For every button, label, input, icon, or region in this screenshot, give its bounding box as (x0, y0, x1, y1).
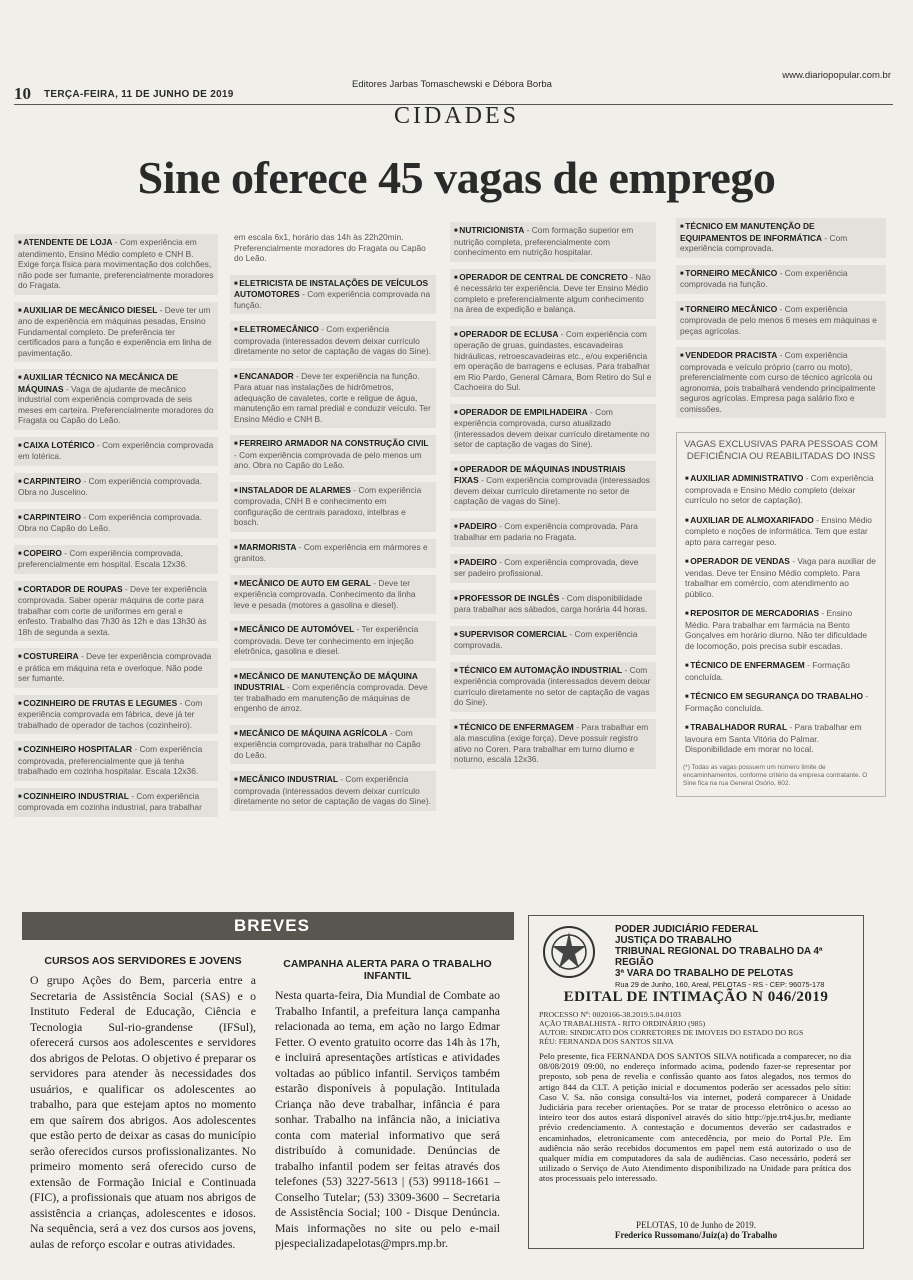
pcd-box-heading: VAGAS EXCLUSIVAS PARA PESSOAS COM DEFICIÊNCIA OU REABILITADAS DO INSS (684, 439, 878, 462)
job-description: - Com experiência comprovada (interessados devem deixar currículo diretamente no setor de captação de vagas do Sine). (234, 324, 431, 356)
job-title: ■ ATENDENTE DE LOJA (18, 237, 112, 247)
job-item (230, 368, 436, 429)
job-title: ■ MARMORISTA (234, 542, 296, 552)
job-item (14, 581, 218, 642)
edital-signature (529, 1220, 863, 1240)
edital-body: Pelo presente, fica FERNANDA DOS SANTOS SILVA notificada a comparecer, no dia 08/08/2019 09:00, no endereço informado acima, podendo fazer-se representar por preposto, sob pena de revelia e confissão quanto aos fatos alegados, nos termos do artigo 844 da CLT. A petição inicial e documentos poderão ser acessados pelo sítio: Caso V. Sa. não consiga consultá-los via internet, poderá comparecer à Unidade Judiciária para receber orientações. Por se tratar de processo eletrônico o acesso ao inteiro teor dos autos estará disponível através do sítio http://pje.trt4.jus.br, mediante prévio credenciamento. A contestação e documentos deverão ser cadastrados e encaminhados, eletronicamente com antecedência, por meio do Portal PJe. Em audiência não serão recebidos documentos em papel nem está autorizado o uso de qualquer mídia em computadores da sala de audiências. Caso necessário, poderá ser utilizado o Serviço de Auto Atendimento disponibilizado na Unidade para prática dos atos processuais pelo interessado. (539, 1051, 851, 1184)
job-item-continued (230, 229, 436, 268)
job-description: - Com experiência em atendimento, Ensino Médio completo e CNH B. Exige força física para movimentação dos colchões, não pode ser fumante, preferencialmente moradores do Fragata. (18, 237, 214, 290)
job-description: - Vaga de ajudante de mecânico industrial com experiência comprovada de seis meses em carteira. Preferencialmente moradores do Fragata ou Capão do Leão. (18, 383, 214, 425)
job-title: ■ TÉCNICO DE ENFERMAGEM (685, 660, 805, 670)
job-description: - Com experiência comprovada de pelo menos 6 meses em máquinas e peças agrícolas. (680, 303, 877, 336)
job-title: ■ MECÂNICO DE AUTOMÓVEL (234, 624, 354, 634)
headline: Sine oferece 45 vagas de emprego (137, 152, 776, 203)
job-title: ■ MECÂNICO DE AUTO EM GERAL (234, 578, 371, 588)
job-item (230, 321, 436, 361)
court-header (615, 924, 863, 990)
job-title: ■ COSTUREIRA (18, 651, 79, 661)
jobs-column-1 (14, 234, 218, 824)
job-description: - Com experiência comprovada. Obra no Capão do Leão. (18, 511, 203, 533)
job-item (230, 621, 436, 661)
job-description: - Com experiência comprovada de pelo menos um ano. Obra no Capão do Leão. (234, 449, 422, 470)
job-description: - Com experiência comprovada, preferencialmente que já tenha trabalhado em cozinha hospitalar. Escala 12x36. (18, 744, 203, 776)
job-title: ■ FERREIRO ARMADOR NA CONSTRUÇÃO CIVIL (234, 438, 429, 448)
court-address: Rua 29 de Junho, 160, Areal, PELOTAS - RS - CEP: 96075-178 (615, 980, 825, 989)
breve-campanha-text: Nesta quarta-feira, Dia Mundial de Combate ao Trabalho Infantil, a prefeitura lança campanha relacionada ao tema, em ação no largo Edmar Fetter. O evento gratuito ocorre das 14h às 17h, e incluirá apresentações artísticas e atividades voltadas ao público infantil. Serviços também estarão disponíveis à população. Intitulada Criança não deve trabalhar, infância é para sonhar. Trabalho na infância não, a iniciativa conta com material informativo que será distribuído à comunidade. Denúncias de trabalho infantil podem ser feitas através dos telefones (53) 3227-5613 | (53) 99118-1661 – Conselho Tutelar; (53) 3309-3600 – Secretaria de Assistência Social; 100 - Disque Denúncia. Mais informações no site ou pelo e-mail pjespecializadapelotas@mprs.mp.br. (275, 988, 500, 1250)
job-item (450, 518, 656, 547)
job-item (676, 265, 886, 294)
court-line: PODER JUDICIÁRIO FEDERAL (615, 924, 759, 935)
breve-cursos-text: O grupo Ações do Bem, parceria entre a Secretaria de Assistência Social (SAS) e o Instituto Federal de Educação, Ciência e Tecnologia Sul-rio-grandense (IFSul), oferecerá cursos aos adolescentes e servidores dos abrigos de Pelotas. O objetivo é preparar os servidores para atender às necessidades dos usuários, e qualificar os adolescentes ao trabalho, para que estejam aptos no momento em que saírem dos abrigos. Aos adolescentes que estão perto de deixar as casas do município serão oferecidos cursos profissionalizantes. No primeiro momento será oferecido curso de extensão de Formação Inicial e Continuada (FIC), a profissionais que atuam nos abrigos de assistência a crianças, adolescentes e idosos. Na sequência, será a vez dos cursos aos jovens, aulas de reforço escolar e outras atividades. (30, 973, 256, 1251)
job-item (676, 218, 886, 258)
job-item (450, 269, 656, 319)
job-description: - Com experiência comprovada. (454, 628, 638, 650)
job-description: - Deve ter experiência comprovada e prática em máquina reta e overloque. Não pode ser fumante. (18, 651, 212, 683)
job-description: - Ensino Médio. Para trabalhar em farmácia na Bento Gonçalves em horário diurno. Não ter dificuldade de locomoção, pois precisa subir escadas. (685, 608, 868, 651)
job-item (14, 788, 218, 817)
job-title: ■ TÉCNICO EM SEGURANÇA DO TRABALHO (685, 691, 863, 701)
job-item (14, 648, 218, 688)
coat-of-arms-icon (541, 924, 597, 980)
job-description: - Deve ter experiência na função. Para atuar nas instalações de hidrômetros, adequação de cavaletes, corte e religue de água, manutenção em ramal predial e conduzir veículo. Ter Ensino Médio e CNH B. (234, 370, 431, 424)
jobs-column-4 (676, 218, 886, 797)
job-description: - Com experiência comprovada. Obra no Juscelino. (18, 475, 203, 497)
job-title: ■ TÉCNICO EM AUTOMAÇÃO INDUSTRIAL (454, 665, 622, 675)
job-item (230, 482, 436, 532)
job-title: ■ NUTRICIONISTA (454, 225, 524, 235)
job-description: em escala 6x1, horário das 14h às 22h20min. Preferencialmente moradores do Fragata ou Capão do Leão. (234, 232, 426, 263)
job-description: - Com experiência com operação de gruas, guindastes, escavadeiras hidráulicas, retroescavadeiras etc., e/ou experiência em operação de barragens e eclusas. Para trabalhar em Rio Pardo, General Câmara, Bom Retiro do Sul e Cachoeira do Sul. (454, 328, 652, 392)
job-title: ■ COZINHEIRO HOSPITALAR (18, 744, 132, 754)
pcd-jobs-box (676, 432, 886, 797)
job-item (14, 369, 218, 430)
pcd-job-item (683, 691, 879, 713)
job-title: ■ TÉCNICO DE ENFERMAGEM (454, 722, 574, 732)
breve-cursos-title: CURSOS AOS SERVIDORES E JOVENS (44, 955, 242, 967)
job-title: ■ AUXILIAR TÉCNICO NA MECÂNICA DE MÁQUINAS (18, 372, 178, 394)
job-title: ■ ELETROMECÂNICO (234, 324, 319, 334)
job-title: ■ OPERADOR DE EMPILHADEIRA (454, 407, 588, 417)
job-title: ■ MECÂNICO DE MANUTENÇÃO DE MÁQUINA INDUSTRIAL (234, 671, 418, 693)
job-description: - Deve ter um ano de experiência em máquinas pesadas, Ensino Fundamental completo. De preferência ter certificados para a função e experiência em linha de pavimentação. (18, 304, 212, 358)
pcd-footnote: (*) Todas as vagas possuem um número limite de encaminhamentos, conforme critério da empresa contratante. O Sine fica na rua General Osório, 602. (683, 763, 868, 787)
job-title: ■ COPEIRO (18, 548, 62, 558)
job-item (450, 326, 656, 397)
pcd-job-item (683, 660, 879, 682)
job-item (450, 404, 656, 454)
job-item (450, 662, 656, 712)
job-title: ■ OPERADOR DE VENDAS (685, 556, 790, 566)
job-description: - Com experiência comprovada, preferencialmente em hospital. Escala 12x36. (18, 547, 188, 569)
job-title: ■ PADEIRO (454, 557, 497, 567)
job-title: ■ OPERADOR DE MÁQUINAS INDUSTRIAIS FIXAS (454, 464, 625, 486)
job-title: ■ TÉCNICO EM MANUTENÇÃO DE EQUIPAMENTOS DE INFORMÁTICA (680, 221, 822, 243)
job-item (450, 554, 656, 583)
job-item (14, 437, 218, 466)
breves-banner (22, 912, 514, 940)
job-description: - Com experiência comprovada, curso atualizado (interessados devem deixar currículo diretamente no setor de captação de vagas do Sine). (454, 406, 650, 449)
job-description: - Com formação superior em nutrição completa, preferencialmente com conhecimento em nutrição hospitalar. (454, 225, 634, 257)
job-description: - Com experiência em mármores e granitos. (234, 541, 428, 563)
job-title: ■ MECÂNICO DE MÁQUINA AGRÍCOLA (234, 728, 388, 738)
job-item (14, 695, 218, 735)
job-title: ■ AUXILIAR ADMINISTRATIVO (685, 473, 803, 483)
job-item (230, 539, 436, 568)
job-description: - Vaga para auxiliar de vendas. Deve ter Ensino Médio completo. Para trabalhar em comércio, com atendimento ao público. (685, 556, 876, 599)
place-date: PELOTAS, 10 de Junho de 2019. (635, 1220, 757, 1230)
reu-name: RÉU: FERNANDA DOS SANTOS SILVA (539, 1037, 674, 1046)
job-title: ■ CAIXA LOTÉRICO (18, 440, 95, 450)
job-item (450, 461, 656, 511)
acao-type: AÇÃO TRABALHISTA - RITO ORDINÁRIO (985) (539, 1019, 706, 1028)
job-description: - Ter experiência comprovada. Deve ter conhecimento em injeção eletrônica, gasolina e diesel. (234, 624, 419, 656)
job-item (450, 590, 656, 619)
job-item (230, 275, 436, 315)
section-title: CIDADES (393, 103, 519, 129)
breve-cursos (30, 955, 256, 1252)
job-item (676, 301, 886, 341)
job-title: ■ OPERADOR DE CENTRAL DE CONCRETO (454, 272, 628, 282)
breves-label: BREVES (234, 916, 310, 935)
job-item (14, 741, 218, 781)
job-item (14, 545, 218, 574)
edital-case-details (539, 1010, 803, 1046)
job-description: - Deve ter experiência comprovada. Conhecimento da linha leve e pesada (motores a gasolina e diesel). (234, 577, 416, 610)
job-item (230, 668, 436, 718)
edital-title: EDITAL DE INTIMAÇÃO N 046/2019 (563, 989, 829, 1005)
job-description: - Com experiência comprovada (interessados devem deixar currículo diretamente no setor de captação de vagas do Sine). (454, 664, 651, 707)
job-description: - Ensino Médio completo e noções de informática. Tem que estar apto para carregar peso. (685, 514, 872, 547)
processo-number: PROCESSO Nº: 0020166-38.2019.5.04.0103 (539, 1010, 681, 1019)
job-title: ■ COZINHEIRO INDUSTRIAL (18, 791, 129, 801)
job-title: ■ SUPERVISOR COMERCIAL (454, 629, 567, 639)
job-title: ■ CARPINTEIRO (18, 476, 81, 486)
job-description: - Para trabalhar em lavoura em Santa Vitória do Palmar. Disponibilidade em morar no local. (685, 722, 862, 754)
job-title: ■ AUXILIAR DE MECÂNICO DIESEL (18, 305, 157, 315)
job-item (230, 771, 436, 811)
court-line: TRIBUNAL REGIONAL DO TRABALHO DA 4ª REGIÃO (615, 946, 823, 968)
job-title: ■ AUXILIAR DE ALMOXARIFADO (685, 515, 814, 525)
job-description: - Com experiência comprovada, deve ser padeiro profissional. (454, 556, 639, 578)
job-description: - Com experiência comprovada em lotérica. (18, 439, 214, 461)
site-url[interactable]: www.diariopopular.com.br (782, 70, 891, 81)
jobs-column-3 (450, 222, 656, 776)
job-description: - Com experiência comprovada na função. (680, 267, 848, 289)
job-title: ■ CARPINTEIRO (18, 512, 81, 522)
job-title: ■ TORNEIRO MECÂNICO (680, 304, 777, 314)
job-description: - Para trabalhar em ala masculina (exige força). Deve possuir registro ativo no Coren. Para trabalhar em turno diurno e noturno, escala 12x36. (454, 721, 649, 764)
jobs-column-2 (230, 229, 436, 818)
job-description: - Com disponibilidade para trabalhar aos sábados, carga horária 44 horas. (454, 592, 648, 614)
pcd-job-item (683, 722, 879, 755)
job-item (230, 575, 436, 615)
job-description: - Formação concluída. (685, 660, 850, 682)
job-title: ■ REPOSITOR DE MERCADORIAS (685, 608, 819, 618)
job-item (450, 222, 656, 262)
job-description: - Deve ter experiência comprovada. Saber operar máquina de corte para trabalhar com corte de uniformes em geral e enfesto. Trabalho das 7h30 às 12h e das 13h30 às 18h de segunda a sexta. (18, 583, 207, 637)
job-description: - Com experiência comprovada em fábrica, deve já ter trabalhado de operador de tachos (cozinheiro). (18, 697, 203, 730)
job-description: - Formação concluída. (685, 691, 869, 713)
job-description: - Não é necessário ter experiência. Deve ter Ensino Médio completo e preferencialmente algum conhecimento na área de expedição e balança. (454, 271, 651, 314)
job-item (14, 509, 218, 538)
job-title: ■ TORNEIRO MECÂNICO (680, 268, 777, 278)
job-item (14, 473, 218, 502)
job-title: ■ PADEIRO (454, 521, 497, 531)
breve-campanha-title: CAMPANHA ALERTA PARA O TRABALHO INFANTIL (283, 958, 492, 982)
job-item (14, 234, 218, 295)
pcd-job-item (683, 556, 879, 599)
job-title: ■ ELETRICISTA DE INSTALAÇÕES DE VEÍCULOS AUTOMOTORES (234, 278, 428, 300)
judge-name: Frederico Russomano/Juiz(a) do Trabalho (614, 1230, 778, 1240)
job-item (676, 347, 886, 418)
job-title: ■ OPERADOR DE ECLUSA (454, 329, 558, 339)
job-description: - Com experiência comprovada. Deve ter trabalhado em manutenção de máquinas de engenho de arroz. (234, 682, 428, 713)
job-description: - Com experiência comprovada em cozinha industrial, para trabalhar (18, 790, 202, 812)
job-title: ■ VENDEDOR PRACISTA (680, 350, 777, 360)
court-line: JUSTIÇA DO TRABALHO (615, 935, 732, 946)
editors-line: Editores Jarbas Tomaschewski e Débora Borba (352, 79, 552, 90)
job-description: - Com experiência comprovada, CNH B e conhecimento em configuração de centrais paradoxo, intelbras e bosch. (234, 484, 422, 527)
pcd-job-item (683, 608, 879, 651)
job-description: - Com experiência comprovada, para trabalhar no Capão do Leão. (234, 727, 421, 760)
job-item (450, 719, 656, 769)
job-title: ■ INSTALADOR DE ALARMES (234, 485, 351, 495)
job-item (450, 626, 656, 655)
job-description: - Com experiência comprovada (interessados devem deixar currículo diretamente no setor de captação de vagas do Sine). (234, 774, 431, 806)
job-title: ■ MECÂNICO INDUSTRIAL (234, 774, 338, 784)
autor-name: AUTOR: SINDICATO DOS CORRETORES DE IMOVEIS DO ESTADO DO RGS (539, 1028, 804, 1037)
court-line: 3ª VARA DO TRABALHO DE PELOTAS (615, 968, 794, 979)
job-title: ■ CORTADOR DE ROUPAS (18, 584, 123, 594)
job-description: - Com experiência comprovada. Para trabalhar em padaria no Fragata. (454, 520, 638, 542)
pcd-job-item (683, 515, 879, 548)
job-description: - Com experiência comprovada (interessados devem deixar currículo diretamente no setor de captação de vagas do Sine). (454, 475, 650, 506)
job-description: - Com experiência comprovada e veículo próprio (carro ou moto), preferencialmente com curso de técnico agrícola ou agronomia, pois trabalhará vendendo principalmente seguros agrícolas. Empresa paga salário fixo e comissões. (680, 350, 876, 414)
job-description: - Com experiência comprovada. (680, 232, 848, 253)
job-title: ■ TRABALHADOR RURAL (685, 722, 787, 732)
job-description: - Com experiência comprovada na função. (234, 289, 431, 310)
pcd-job-item (683, 473, 879, 506)
job-item (230, 435, 436, 475)
job-title: ■ PROFESSOR DE INGLÊS (454, 593, 559, 603)
job-description: - Com experiência comprovada e Ensino Médio completo (deixar currículo no setor de captação). (685, 473, 874, 505)
issue-date: TERÇA-FEIRA, 11 DE JUNHO DE 2019 (44, 89, 234, 100)
page-number: 10 (14, 84, 31, 103)
job-item (14, 302, 218, 363)
job-item (230, 725, 436, 765)
job-title: ■ ENCANADOR (234, 371, 294, 381)
edital-notice (528, 915, 864, 1249)
breve-campanha (275, 958, 500, 1252)
job-title: ■ COZINHEIRO DE FRUTAS E LEGUMES (18, 698, 177, 708)
